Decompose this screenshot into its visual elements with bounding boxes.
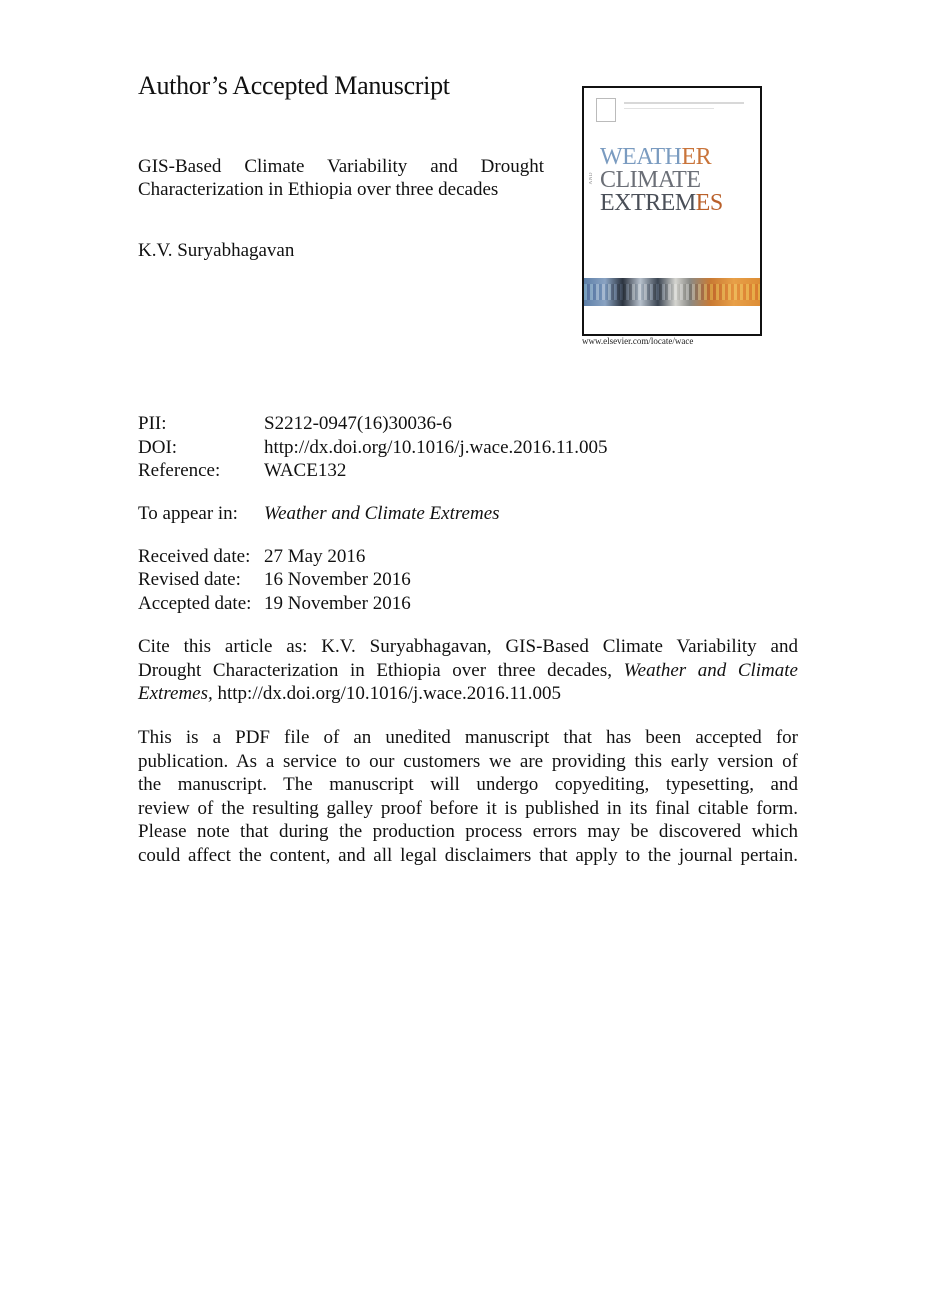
cover-image-texture xyxy=(584,284,760,300)
cover-word-weather: WEATH xyxy=(600,144,682,170)
journal-cover-image xyxy=(582,86,762,336)
accepted-date-value: 19 November 2016 xyxy=(264,593,411,614)
reference-value: WACE132 xyxy=(264,460,347,481)
citation-journal: Extremes, xyxy=(138,683,213,704)
appear-in-label: To appear in: xyxy=(138,503,238,524)
received-date-value: 27 May 2016 xyxy=(264,546,366,567)
manuscript-heading: Author’s Accepted Manuscript xyxy=(138,71,450,100)
disclaimer-line: review of the resulting galley proof before it is published in its final citable form. xyxy=(138,797,798,819)
cover-side-text: AND xyxy=(589,172,594,185)
cover-header-rule xyxy=(624,108,714,109)
doi-label: DOI: xyxy=(138,437,178,458)
disclaimer-line: Please note that during the production process errors may be discovered which xyxy=(138,821,798,842)
citation-doi-link[interactable]: http://dx.doi.org/10.1016/j.wace.2016.11.005 xyxy=(217,683,562,704)
cover-journal-wordmark xyxy=(600,146,723,215)
citation-text: Drought Characterization in Ethiopia over three decades, xyxy=(138,659,613,681)
cover-word-climate: CLIMATE xyxy=(600,167,701,193)
doi-link[interactable]: http://dx.doi.org/10.1016/j.wace.2016.11.005 xyxy=(264,437,608,458)
revised-date-label: Revised date: xyxy=(138,569,241,590)
disclaimer-line: publication. As a service to our customers we are providing this early version of xyxy=(138,750,798,772)
reference-label: Reference: xyxy=(138,460,221,481)
cover-word-extremes: EXTREM xyxy=(600,190,696,216)
citation-line xyxy=(138,682,798,706)
cover-word-weather-accent: ER xyxy=(681,144,712,170)
pii-label: PII: xyxy=(138,413,167,434)
citation-paragraph xyxy=(138,635,798,706)
citation-journal: Weather and Climate xyxy=(623,659,798,681)
article-title: GIS-Based Climate Variability and Drought Characterization in Ethiopia over three decades xyxy=(138,156,544,200)
disclaimer-line: could affect the content, and all legal disclaimers that apply to the journal pertain. xyxy=(138,844,798,866)
disclaimer-paragraph xyxy=(138,726,798,867)
accepted-date-label: Accepted date: xyxy=(138,593,252,614)
pii-value: S2212-0947(16)30036-6 xyxy=(264,413,452,434)
received-date-label: Received date: xyxy=(138,546,251,567)
disclaimer-line: the manuscript. The manuscript will undergo copyediting, typesetting, and xyxy=(138,774,798,795)
cover-header-rule xyxy=(624,102,744,104)
citation-line: Cite this article as: K.V. Suryabhagavan, GIS-Based Climate Variability and xyxy=(138,636,798,657)
journal-url[interactable]: www.elsevier.com/locate/wace xyxy=(582,336,694,346)
citation-line xyxy=(138,659,798,683)
cover-word-extremes-accent: ES xyxy=(695,190,723,216)
revised-date-value: 16 November 2016 xyxy=(264,569,411,590)
article-author: K.V. Suryabhagavan xyxy=(138,240,295,261)
disclaimer-line: This is a PDF file of an unedited manuscript that has been accepted for xyxy=(138,727,798,748)
journal-name: Weather and Climate Extremes xyxy=(264,503,500,524)
elsevier-logo-icon xyxy=(596,98,616,122)
